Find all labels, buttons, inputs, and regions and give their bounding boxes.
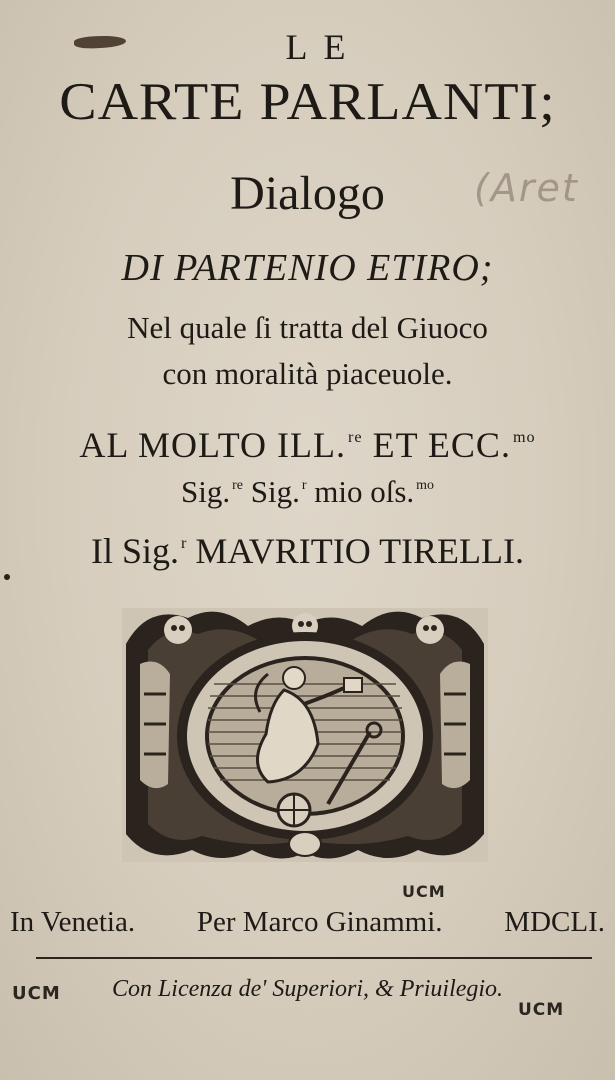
description-line-1: Nel quale ſi tratta del Giuoco bbox=[127, 310, 488, 345]
author-line: DI PARTENIO ETIRO; bbox=[121, 247, 494, 289]
dedication-line-1 bbox=[0, 424, 615, 466]
dedication-sig-3: Il Sig. bbox=[90, 531, 179, 571]
superscript: mo bbox=[416, 478, 434, 494]
dedication-line-2 bbox=[0, 474, 615, 510]
dedication-honorific-2: ET ECC. bbox=[372, 425, 511, 465]
printers-device-woodcut-image bbox=[118, 604, 492, 866]
description-line-2: con moralità piaceuole. bbox=[162, 356, 453, 391]
dedication-honorific-1: AL MOLTO ILL. bbox=[79, 425, 347, 465]
ink-dot bbox=[4, 574, 10, 580]
library-stamp: UCM bbox=[12, 983, 61, 1004]
imprint-line bbox=[0, 906, 615, 939]
book-subtitle: Dialogo bbox=[230, 167, 385, 220]
dedicatee-name: MAVRITIO TIRELLI. bbox=[195, 531, 525, 571]
imprint-printer: Per Marco Ginammi. bbox=[196, 906, 443, 938]
superscript: r bbox=[180, 534, 187, 553]
library-stamp: UCM bbox=[402, 882, 446, 901]
divider-rule bbox=[36, 957, 592, 959]
imprint-place: In Venetia. bbox=[10, 906, 136, 938]
handwritten-note: (Aret bbox=[474, 166, 579, 210]
imprint-year: MDCLI. bbox=[504, 906, 605, 938]
superscript: r bbox=[301, 478, 307, 494]
superscript: re bbox=[348, 428, 363, 447]
book-title: CARTE PARLANTI; bbox=[59, 72, 556, 132]
license-line: Con Licenza de' Superiori, & Priuilegio. bbox=[111, 976, 504, 1002]
dedication-sig-1: Sig. bbox=[181, 474, 231, 509]
dedication-line-3 bbox=[0, 530, 615, 572]
dedication-mio: mio oſs. bbox=[314, 474, 415, 509]
superscript: re bbox=[232, 478, 243, 494]
superscript: mo bbox=[512, 428, 536, 447]
title-article: LE bbox=[285, 27, 362, 67]
dedication-sig-2: Sig. bbox=[250, 474, 300, 509]
library-stamp: UCM bbox=[518, 1000, 565, 1020]
